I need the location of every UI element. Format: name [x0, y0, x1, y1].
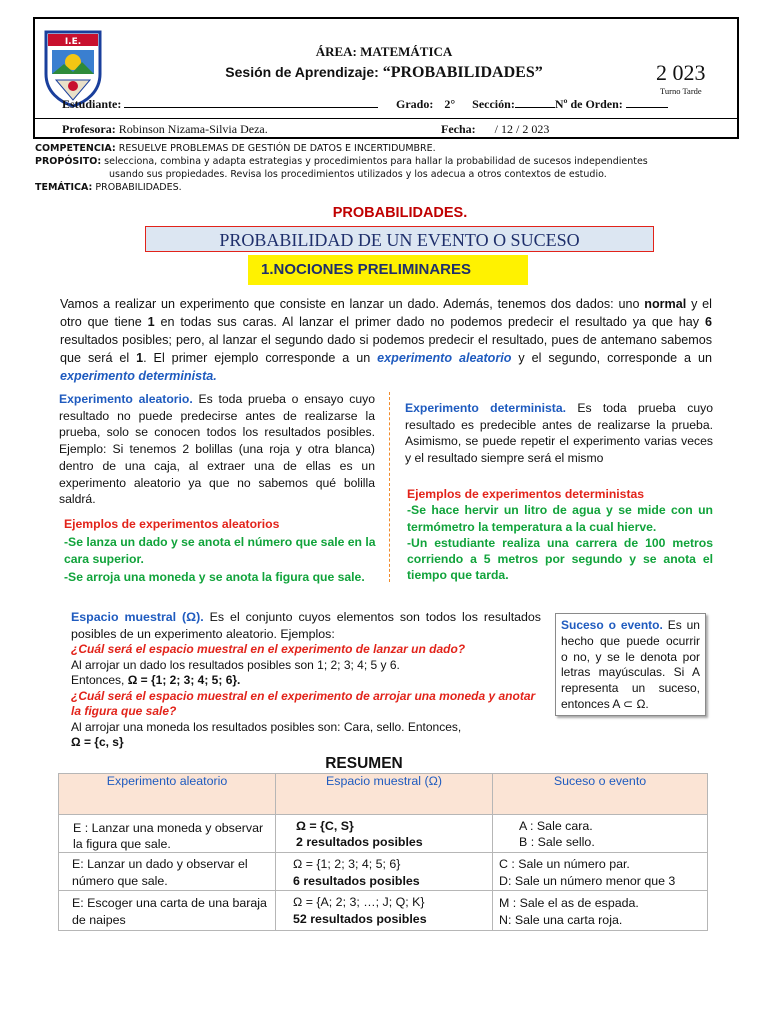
header-divider — [35, 118, 737, 119]
intro-bold-1: normal — [644, 297, 687, 311]
espacio-answer-1: Al arrojar un dado los resultados posibles son 1; 2; 3; 4; 5 y 6. — [71, 657, 400, 672]
row3-suceso — [493, 891, 708, 931]
header-espacio: Espacio muestral (Ω) — [276, 774, 493, 815]
determinista-term: Experimento determinista. — [405, 401, 567, 415]
session-prefix: Sesión de Aprendizaje: — [225, 64, 383, 80]
determinista-example-1: -Se hace hervir un litro de agua y se mide con un termómetro la temperatura a la cual hierve. — [407, 503, 713, 534]
aleatorio-text: Es toda prueba o ensayo cuyo resultado no puede predecirse antes de realizarse la prueba, solo se conocen todos los resultados posibles. Ejemplo: Si tenemos 2 bolillas (una roja y otra blanca) dentro de una caja, al extraer una de ellas es un experimento aleatorio ya que no sabemos qué bolilla saldrá. — [59, 392, 376, 507]
espacio-answer-1b-prefix: Entonces, — [71, 673, 128, 687]
header-experimento: Experimento aleatorio — [59, 774, 276, 815]
intro-paragraph — [60, 295, 712, 385]
aleatorio-example-1: -Se lanza un dado y se anota el número que sale en la cara superior. — [64, 534, 376, 566]
row1-experimento: E : Lanzar una moneda y observar la figura que sale. — [59, 815, 276, 853]
order-label: Nº de Orden: — [554, 97, 623, 111]
table-row — [59, 853, 708, 891]
espacio-definition — [71, 609, 541, 642]
date-value: / 12 / 2 023 — [494, 122, 550, 136]
row1-event-1: A : Sale cara. — [519, 819, 593, 833]
intro-text-4: resultados posibles; pero, al lanzar el segundo dado si podemos predecir el resultado, pues de antemano sabemos que será el — [60, 333, 712, 365]
session-name: “PROBABILIDADES” — [382, 64, 543, 81]
intro-text-6: y el segundo, corresponde a un — [511, 351, 712, 365]
row2-event-2: D: Sale un número menor que 3 — [499, 874, 676, 888]
header-suceso: Suceso o evento — [493, 774, 708, 815]
determinista-examples-title: Ejemplos de experimentos deterministas — [407, 487, 645, 501]
intro-bold-2: 1 — [147, 315, 155, 329]
date-label: Fecha: — [441, 122, 476, 136]
proposito-label: PROPÓSITO: — [35, 156, 102, 167]
row1-set: Ω = {C, S} — [296, 819, 354, 833]
table-row — [59, 815, 708, 853]
grade-label: Grado: — [396, 97, 434, 111]
suceso-box — [555, 613, 706, 716]
aleatorio-examples-title: Ejemplos de experimentos aleatorios — [64, 517, 280, 531]
row1-event-2: B : Sale sello. — [519, 835, 595, 849]
suceso-text: Es un hecho que puede ocurrir o no, y se le denota por letras mayúsculas. Si A representa un suceso, entonces A ⊂ Ω. — [561, 618, 700, 711]
student-label: Estudiante: — [62, 97, 122, 111]
espacio-question-1: ¿Cuál será el espacio muestral en el experimento de lanzar un dado? — [71, 642, 466, 656]
row3-espacio — [276, 891, 493, 931]
shift: Turno Tarde — [660, 86, 702, 96]
intro-text-5: . El primer ejemplo corresponde a un — [143, 351, 378, 365]
row2-set: Ω = {1; 2; 3; 4; 5; 6} — [293, 857, 401, 871]
table-row — [59, 891, 708, 931]
determinista-text: Es toda prueba cuyo resultado es predecible antes de realizarse la prueba. Asimismo, se puede repetir el experimento varias veces y el resultado siempre será el mismo — [405, 401, 713, 466]
row1-espacio — [276, 815, 493, 853]
intro-term-aleatorio: experimento aleatorio — [377, 351, 512, 365]
row3-set: Ω = {A; 2; 3; …; J; Q; K} — [293, 895, 425, 909]
row3-event-1: M : Sale el as de espada. — [499, 896, 639, 910]
section-heading: 1.NOCIONES PRELIMINARES — [248, 255, 528, 285]
area-title: ÁREA: MATEMÁTICA — [315, 44, 453, 59]
espacio-answer-1b — [71, 673, 541, 689]
row2-event-1: C : Sale un número par. — [499, 857, 630, 871]
row2-suceso — [493, 853, 708, 891]
main-title: PROBABILIDADES. — [332, 205, 468, 221]
row2-count: 6 resultados posibles — [293, 874, 420, 888]
order-field[interactable] — [626, 97, 668, 108]
row1-suceso — [493, 815, 708, 853]
aleatorio-examples — [64, 516, 380, 586]
determinista-examples — [407, 486, 713, 584]
year: 2 023 — [656, 60, 706, 85]
column-divider — [389, 392, 390, 582]
proposito-line-2: usando sus propiedades. Revisa los procedimientos utilizados y los adecua a otros contextos de estudio. — [109, 169, 607, 180]
student-row — [62, 97, 378, 112]
grade-row — [396, 97, 668, 112]
espacio-question-2: ¿Cuál será el espacio muestral en el experimento de arrojar una moneda y anotar la figura que sale? — [71, 688, 536, 718]
competencia-text: RESUELVE PROBLEMAS DE GESTIÓN DE DATOS E INCERTIDUMBRE. — [118, 143, 436, 154]
suceso-term: Suceso o evento. — [561, 618, 663, 632]
espacio-set-2: Ω = {c, s} — [71, 735, 124, 749]
aleatorio-example-2: -Se arroja una moneda y se anota la figura que sale. — [64, 569, 365, 584]
determinista-example-2: -Un estudiante realiza una carrera de 100 metros corriendo a 5 metros por segundo y se anota el tiempo que tarda. — [407, 535, 713, 583]
proposito — [35, 156, 735, 168]
aleatorio-definition — [59, 391, 375, 508]
row2-experimento: E: Lanzar un dado y observar el número que sale. — [59, 853, 276, 891]
espacio-muestral — [71, 609, 541, 751]
intro-bold-3: 6 — [704, 315, 712, 329]
banner-title: PROBABILIDAD DE UN EVENTO O SUCESO — [145, 226, 654, 252]
tematica — [35, 182, 182, 194]
grade-value: 2° — [444, 97, 456, 111]
row3-event-2: N: Sale una carta roja. — [499, 913, 623, 927]
row3-experimento: E: Escoger una carta de una baraja de naipes — [59, 891, 276, 931]
table-header-row — [59, 774, 708, 815]
intro-bold-4: 1 — [136, 351, 144, 365]
row1-count: 2 resultados posibles — [296, 835, 423, 849]
aleatorio-term: Experimento aleatorio. — [59, 392, 193, 406]
intro-term-determinista: experimento determinista. — [60, 369, 217, 383]
tematica-label: TEMÁTICA: — [35, 182, 93, 193]
row2-espacio — [276, 853, 493, 891]
proposito-text-1: selecciona, combina y adapta estrategias y procedimientos para hallar la probabilidad de sucesos independientes — [104, 156, 648, 167]
determinista-definition — [405, 400, 713, 467]
espacio-text: Es el conjunto cuyos elementos son todos los resultados posibles de un experimento aleatorio. Ejemplos: — [71, 610, 542, 641]
teacher-label: Profesora: — [62, 122, 116, 136]
intro-text-3: en todas sus caras. Al lanzar el primer dado no podemos predecir el resultado ya que hay — [154, 315, 705, 329]
student-field[interactable] — [124, 97, 378, 108]
teacher-row — [62, 122, 268, 137]
section-field[interactable] — [515, 97, 555, 108]
row3-count: 52 resultados posibles — [293, 912, 427, 926]
session-title — [0, 62, 768, 82]
teacher-name: Robinson Nizama-Silvia Deza. — [118, 122, 268, 136]
competencia-label: COMPETENCIA: — [35, 143, 116, 154]
espacio-set-1: Ω = {1; 2; 3; 4; 5; 6}. — [127, 673, 241, 687]
date-row — [441, 122, 549, 137]
tematica-text: PROBABILIDADES. — [95, 182, 182, 193]
logo-text: I.E. — [64, 37, 82, 47]
competencia — [35, 143, 436, 155]
intro-text-2: y el otro que tiene — [60, 297, 712, 329]
section-label: Sección: — [472, 97, 515, 111]
resumen-title: RESUMEN — [325, 755, 403, 772]
intro-text-1: Vamos a realizar un experimento que consiste en lanzar un dado. Además, tenemos dos dados: uno — [60, 297, 645, 311]
espacio-answer-2: Al arrojar una moneda los resultados posibles son: Cara, sello. Entonces, — [71, 719, 462, 734]
resumen-table — [58, 773, 708, 931]
espacio-term: Espacio muestral (Ω). — [71, 610, 204, 624]
